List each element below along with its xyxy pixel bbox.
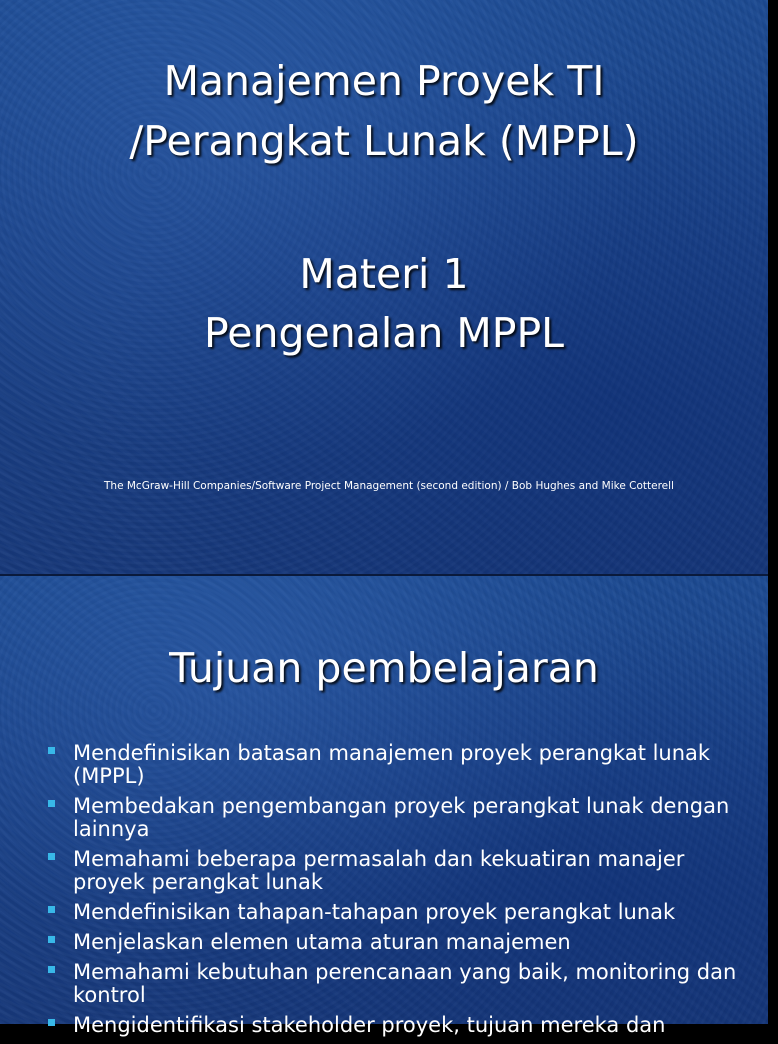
source-credit: The McGraw-Hill Companies/Software Project Management (second edition) / Bob Hughes and Mike Cotterell xyxy=(104,480,674,492)
square-bullet-icon xyxy=(48,747,55,754)
list-item xyxy=(48,848,748,894)
slide-subtitle-line-1: Materi 1 xyxy=(299,250,469,298)
square-bullet-icon xyxy=(48,853,55,860)
list-item xyxy=(48,1014,748,1037)
square-bullet-icon xyxy=(48,966,55,973)
list-item-text: Menjelaskan elemen utama aturan manajemen xyxy=(73,930,571,954)
list-item xyxy=(48,742,748,788)
list-item-text: Mengidentifikasi stakeholder proyek, tujuan mereka dan xyxy=(73,1013,666,1037)
list-item xyxy=(48,961,748,1007)
list-item-text: Memahami beberapa permasalah dan kekuatiran manajer proyek perangkat lunak xyxy=(73,847,685,894)
list-item-text: Mendefinisikan batasan manajemen proyek perangkat lunak (MPPL) xyxy=(73,741,711,788)
slide-heading: Tujuan pembelajaran xyxy=(169,644,599,692)
list-item-text: Membedakan pengembangan proyek perangkat lunak dengan lainnya xyxy=(73,794,730,841)
slide-title-line-2: /Perangkat Lunak (MPPL) xyxy=(129,117,639,165)
slide-title-line-1: Manajemen Proyek TI xyxy=(163,57,605,105)
list-item-text: Memahami kebutuhan perencanaan yang baik, monitoring dan kontrol xyxy=(73,960,737,1007)
objectives-list xyxy=(48,742,748,1044)
square-bullet-icon xyxy=(48,906,55,913)
slide-subtitle-line-2: Pengenalan MPPL xyxy=(203,309,565,357)
list-item xyxy=(48,795,748,841)
list-item-text: Mendefinisikan tahapan-tahapan proyek perangkat lunak xyxy=(73,900,676,924)
square-bullet-icon xyxy=(48,1019,55,1026)
list-item xyxy=(48,931,748,954)
square-bullet-icon xyxy=(48,936,55,943)
square-bullet-icon xyxy=(48,800,55,807)
list-item xyxy=(48,901,748,924)
slide-objectives xyxy=(0,576,768,1037)
